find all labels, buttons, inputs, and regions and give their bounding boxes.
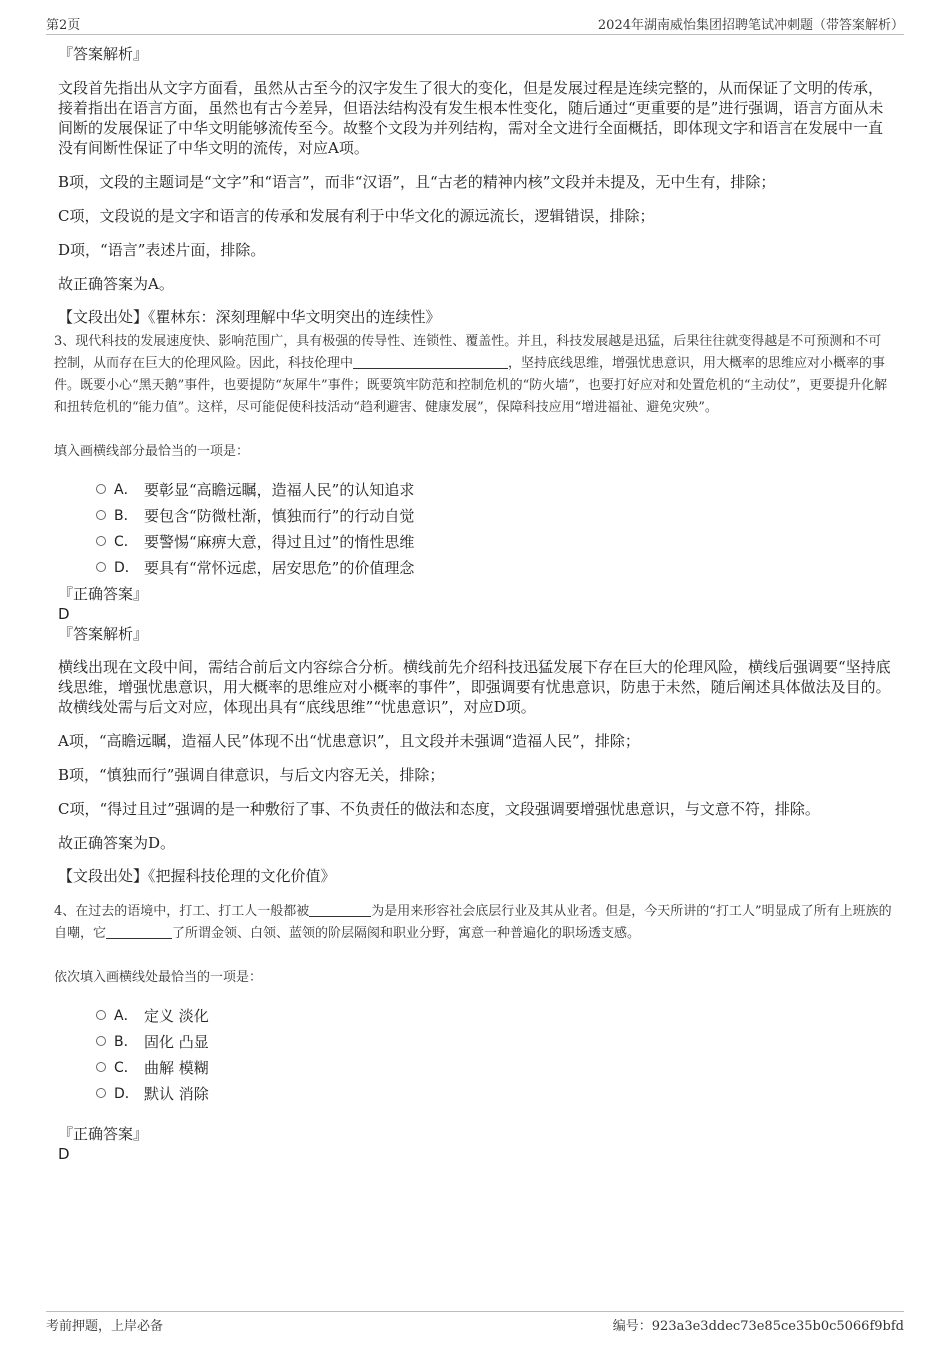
- q4-options: [96, 1002, 894, 1106]
- page-content: [54, 44, 894, 1164]
- q3-source: 【文段出处】《把握科技伦理的文化价值》: [58, 867, 336, 885]
- q2-analysis-paragraph: B项，文段的主题词是“文字”和“语言”，而非“汉语”，且“古老的精神内核”文段并未提及，无中生有，排除；: [58, 173, 776, 191]
- q3-analysis-paragraph: B项，“慎独而行”强调自律意识，与后文内容无关，排除；: [58, 766, 445, 784]
- q3-prompt: 填入画横线部分最恰当的一项是：: [54, 444, 250, 459]
- q4-prompt: 依次填入画横线处最恰当的一项是：: [54, 970, 263, 985]
- q2-analysis-label: 『答案解析』: [58, 45, 149, 63]
- q4-option-a[interactable]: A． 定义 淡化: [96, 1002, 894, 1028]
- q3-text-before: 3、现代科技的发展速度快、影响范围广，具有极强的传导性、连锁性、覆盖性。并且，科技发展越是迅猛，后果往往就变得越是不可预测和不可控制，从而存在巨大的伦理风险。因此，科技伦理中: [54, 334, 882, 371]
- footer-slogan: 考前押题，上岸必备: [46, 1319, 164, 1334]
- q3-analysis-paragraph: 故正确答案为D。: [58, 834, 176, 852]
- page-number: 第2页: [46, 18, 81, 33]
- q3-option-b[interactable]: B． 要包含“防微杜渐，慎独而行”的行动自觉: [96, 502, 894, 528]
- document-code: 编号：923a3e3ddec73e85ce35b0c5066f9bfd: [612, 1319, 904, 1334]
- q3-text-after: ，坚持底线思维，增强忧患意识，用大概率的思维应对小概率的事件。既要小心“黑天鹅”事件，也要提防“灰犀牛”事件；既要筑牢防范和控制危机的“防火墙”，也要打好应对和处置危机的“主动仗”，更要提升化解和扭转危机的“能力值”。这样，尽可能促使科技活动“趋利避害、健康发展”，保障科技应用“增进福祉、避免灾殃”。: [54, 356, 888, 415]
- answer-blank: [353, 354, 508, 369]
- q3-answer-label: 『正确答案』: [58, 585, 149, 603]
- radio-button[interactable]: [96, 536, 106, 546]
- q2-analysis-paragraph: D项，“语言”表述片面，排除。: [58, 241, 266, 259]
- q3-analysis-paragraph: C项，“得过且过”强调的是一种敷衍了事、不负责任的做法和态度，文段强调要增强忧患意识，与文意不符，排除。: [58, 800, 820, 818]
- q2-analysis-paragraph: 故正确答案为A。: [58, 275, 174, 293]
- radio-button[interactable]: [96, 1062, 106, 1072]
- page-header: [46, 14, 904, 35]
- q3-options: [96, 476, 894, 580]
- radio-button[interactable]: [96, 484, 106, 494]
- radio-button[interactable]: [96, 1036, 106, 1046]
- q3-analysis-label: 『答案解析』: [58, 625, 149, 643]
- q3-analysis-paragraph: 横线出现在文段中间，需结合前后文内容综合分析。横线前先介绍科技迅猛发展下存在巨大的伦理风险，横线后强调要“坚持底线思维，增强忧患意识，用大概率的思维应对小概率的事件”，即强调要有忧患意识，防患于未然，随后阐述具体做法及目的。故横线处需与后文对应，体现出具有“底线思维”“忧患意识”，对应D项。: [58, 658, 891, 716]
- document-title: 2024年湖南威怡集团招聘笔试冲刺题（带答案解析）: [597, 18, 904, 33]
- q4-option-d[interactable]: D． 默认 消除: [96, 1080, 894, 1106]
- page-footer: [46, 1311, 904, 1335]
- q3-option-d[interactable]: D． 要具有“常怀远虑，居安思危”的价值理念: [96, 554, 894, 580]
- q2-source: 【文段出处】《瞿林东：深刻理解中华文明突出的连续性》: [58, 308, 441, 326]
- q4-answer-label: 『正确答案』: [58, 1125, 149, 1143]
- answer-blank: [309, 902, 371, 917]
- radio-button[interactable]: [96, 1010, 106, 1020]
- q4-question-text: 4、在过去的语境中，打工、打工人一般都被 为是用来形容社会底层行业及其从业者。但是，今天所讲的“打工人”明显成了所有上班族的自嘲，它 了所谓金领、白领、蓝领的阶层隔阂和职业分野，寓意一种普遍化的职场透支感。: [54, 904, 892, 941]
- q2-analysis-paragraph: 文段首先指出从文字方面看，虽然从古至今的汉字发生了很大的变化，但是发展过程是连续完整的，从而保证了文明的传承，接着指出在语言方面，虽然也有古今差异，但语法结构没有发生根本性变化，随后通过“更重要的是”进行强调，语言方面从未间断的发展保证了中华文明能够流传至今。故整个文段为并列结构，需对全文进行全面概括，即体现文字和语言在发展中一直没有间断性保证了中华文明的流传，对应A项。: [58, 79, 884, 157]
- q3-question-text: [54, 331, 894, 419]
- q4-answer-value: D: [58, 1145, 70, 1163]
- radio-button[interactable]: [96, 1088, 106, 1098]
- answer-blank: [106, 924, 172, 939]
- q3-answer-value: D: [58, 605, 70, 623]
- q4-option-b[interactable]: B． 固化 凸显: [96, 1028, 894, 1054]
- q3-analysis-paragraph: A项，“高瞻远瞩，造福人民”体现不出“忧患意识”，且文段并未强调“造福人民”，排除；: [58, 732, 640, 750]
- radio-button[interactable]: [96, 562, 106, 572]
- q3-option-c[interactable]: C． 要警惕“麻痹大意，得过且过”的惰性思维: [96, 528, 894, 554]
- q2-analysis-paragraph: C项，文段说的是文字和语言的传承和发展有利于中华文化的源远流长，逻辑错误，排除；: [58, 207, 655, 225]
- q4-option-c[interactable]: C． 曲解 模糊: [96, 1054, 894, 1080]
- q3-option-a[interactable]: A． 要彰显“高瞻远瞩，造福人民”的认知追求: [96, 476, 894, 502]
- radio-button[interactable]: [96, 510, 106, 520]
